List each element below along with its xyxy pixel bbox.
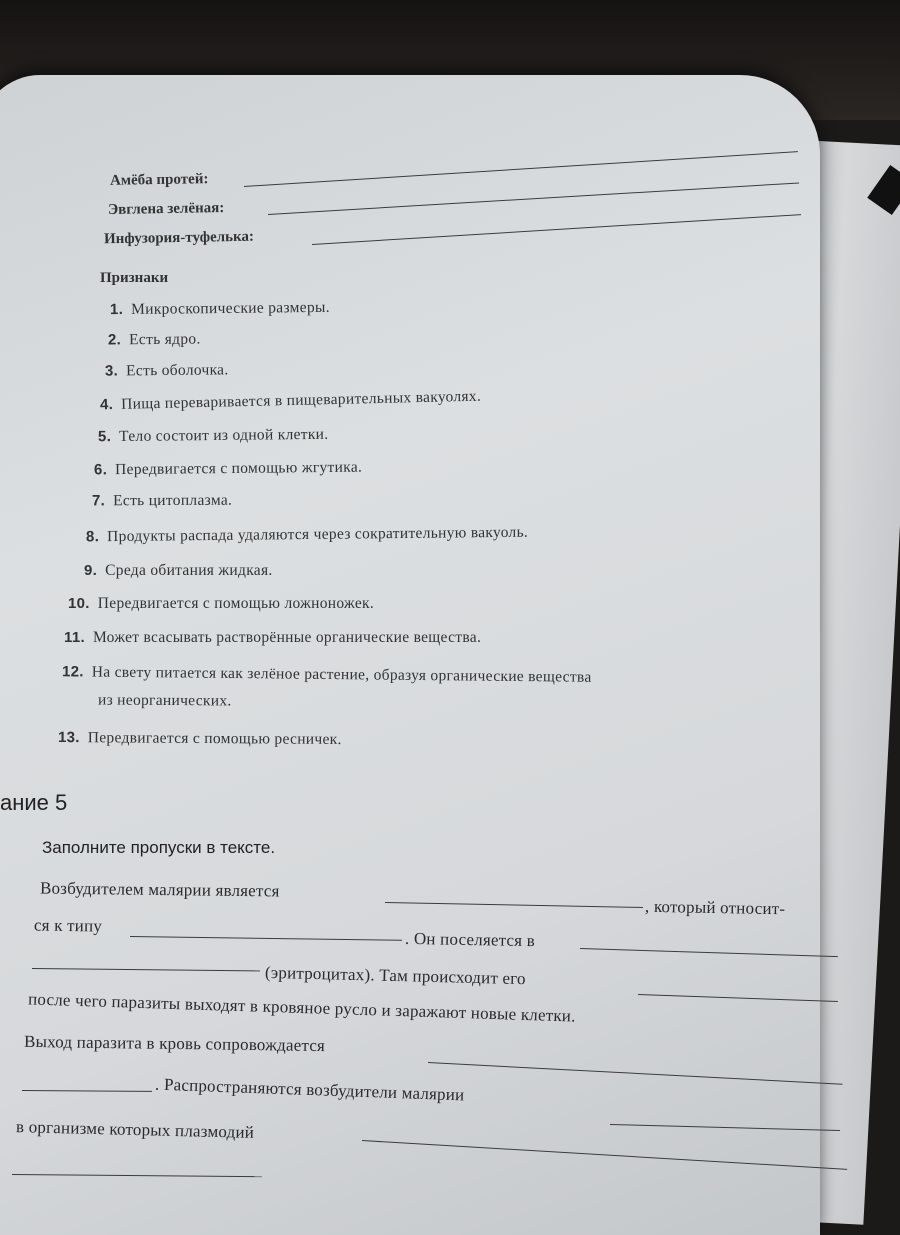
workbook-page — [0, 75, 820, 1235]
fill-text: , который относит- — [644, 896, 786, 919]
fill-text: . Распространяются возбудители малярии — [154, 1074, 465, 1105]
feature-item: 7. Есть цитоплазма. — [91, 491, 233, 510]
fill-text: ся к типу — [33, 915, 103, 936]
task-title: ание 5 — [0, 790, 68, 815]
feature-item: 5. Тело состоит из одной клетки. — [97, 425, 329, 446]
fill-text: Выход паразита в кровь сопровождается — [23, 1031, 326, 1056]
feature-item: 6. Передвигается с помощью жгутика. — [93, 458, 363, 479]
feature-item: 1. Микроскопические размеры. — [109, 298, 330, 319]
fill-text: (эритроцитах). Там происходит его — [264, 962, 526, 989]
task-instruction: Заполните пропуски в тексте. — [42, 838, 276, 857]
feature-item: 4. Пища переваривается в пищеварительных вакуолях. — [99, 387, 482, 414]
feature-item: 8. Продукты распада удаляются через сократительную вакуоль. — [85, 523, 529, 546]
feature-item: 11. Может всасывать растворённые органические вещества. — [64, 629, 482, 646]
feature-item: 9. Среда обитания жидкая. — [84, 562, 273, 579]
blank-label-paramecium: Инфузория-туфелька: — [103, 228, 255, 248]
feature-item: 2. Есть ядро. — [107, 330, 201, 349]
blank-label-amoeba: Амёба протей: — [109, 171, 209, 189]
feature-item: 10. Передвигается с помощью ложноножек. — [68, 595, 375, 612]
feature-item: 12. На свету питается как зелёное растение, образуя органические вещества — [61, 663, 592, 686]
feature-item-continuation: из неорганических. — [97, 691, 232, 710]
feature-item: 3. Есть оболочка. — [104, 361, 229, 380]
feature-item: 13. Передвигается с помощью ресничек. — [57, 729, 342, 748]
fill-text: после чего паразиты выходят в кровяное русло и заражают новые клетки. — [27, 989, 576, 1026]
fill-text: в организме которых плазмодий — [15, 1117, 255, 1142]
fill-text: Возбудителем малярии является — [39, 878, 280, 901]
features-heading: Признаки — [100, 270, 169, 286]
blank-label-euglena: Эвглена зелёная: — [107, 199, 225, 219]
fill-text: . Он поселяется в — [404, 928, 536, 951]
